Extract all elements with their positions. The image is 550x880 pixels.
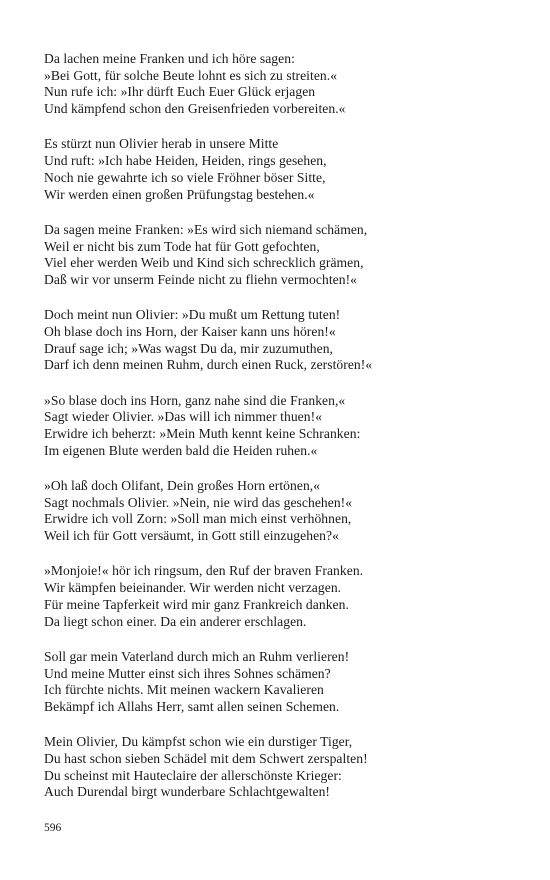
- poem-body: [44, 51, 514, 820]
- verse-line: Und kämpfend schon den Greisenfrieden vorbereiten.«: [44, 101, 346, 117]
- verse-line: Noch nie gewahrte ich so viele Fröhner böser Sitte,: [44, 169, 326, 185]
- verse-line: Erwidre ich voll Zorn: »Soll man mich einst verhöhnen,: [44, 511, 352, 527]
- verse-line: Da sagen meine Franken: »Es wird sich niemand schämen,: [44, 221, 368, 237]
- verse-line: Sagt wieder Olivier. »Das will ich nimmer thuen!«: [44, 409, 323, 425]
- verse-line: Sagt nochmals Olivier. »Nein, nie wird das geschehen!«: [44, 494, 353, 510]
- verse-line: Und ruft: »Ich habe Heiden, Heiden, rings gesehen,: [44, 153, 327, 169]
- stanza: [44, 649, 514, 716]
- verse-line: Es stürzt nun Olivier herab in unsere Mitte: [44, 136, 279, 152]
- verse-line: Soll gar mein Vaterland durch mich an Ruhm verlieren!: [44, 648, 350, 664]
- verse-line: Doch meint nun Olivier: »Du mußt um Rettung tuten!: [44, 307, 341, 323]
- verse-line: Oh blase doch ins Horn, der Kaiser kann uns hören!«: [44, 323, 336, 339]
- verse-line: Und meine Mutter einst sich ihres Sohnes schämen?: [44, 665, 331, 681]
- page-number: 596: [44, 822, 62, 834]
- verse-line: Da liegt schon einer. Da ein anderer erschlagen.: [44, 613, 307, 629]
- stanza: [44, 307, 514, 374]
- verse-line: Bekämpf ich Allahs Herr, samt allen seinen Schemen.: [44, 698, 340, 714]
- stanza: [44, 393, 514, 460]
- verse-line: Daß wir vor unserm Feinde nicht zu fliehn vermochten!«: [44, 271, 357, 287]
- verse-line: Mein Olivier, Du kämpfst schon wie ein durstiger Tiger,: [44, 734, 353, 750]
- verse-line: Du hast schon sieben Schädel mit dem Schwert zerspalten!: [44, 750, 368, 766]
- verse-line: Wir kämpfen beieinander. Wir werden nicht verzagen.: [44, 580, 342, 596]
- stanza: [44, 478, 514, 545]
- verse-line: Wir werden einen großen Prüfungstag bestehen.«: [44, 186, 315, 202]
- verse-line: Weil ich für Gott versäumt, in Gott still einzugehen?«: [44, 528, 339, 544]
- verse-line: Ich fürchte nichts. Mit meinen wackern Kavalieren: [44, 682, 324, 698]
- stanza: [44, 734, 514, 801]
- stanza: [44, 563, 514, 630]
- verse-line: Drauf sage ich; »Was wagst Du da, mir zuzumuthen,: [44, 340, 334, 356]
- verse-line: Du scheinst mit Hauteclaire der allerschönste Krieger:: [44, 767, 342, 783]
- verse-line: Im eigenen Blute werden bald die Heiden ruhen.«: [44, 442, 318, 458]
- stanza: [44, 136, 514, 203]
- verse-line: Viel eher werden Weib und Kind sich schrecklich grämen,: [44, 255, 364, 271]
- verse-line: »Oh laß doch Olifant, Dein großes Horn ertönen,«: [44, 478, 321, 494]
- verse-line: »So blase doch ins Horn, ganz nahe sind die Franken,«: [44, 392, 346, 408]
- verse-line: Da lachen meine Franken und ich höre sagen:: [44, 51, 295, 66]
- verse-line: Nun rufe ich: »Ihr dürft Euch Euer Glück erjagen: [44, 84, 316, 100]
- stanza: [44, 51, 514, 118]
- verse-line: Für meine Tapferkeit wird mir ganz Frankreich danken.: [44, 596, 349, 612]
- verse-line: »Monjoie!« hör ich ringsum, den Ruf der braven Franken.: [44, 563, 364, 579]
- verse-line: Auch Durendal birgt wunderbare Schlachtgewalten!: [44, 784, 331, 800]
- verse-line: Darf ich denn meinen Ruhm, durch einen Ruck, zerstören!«: [44, 357, 373, 373]
- verse-line: Weil er nicht bis zum Tode hat für Gott gefochten,: [44, 238, 320, 254]
- verse-line: »Bei Gott, für solche Beute lohnt es sich zu streiten.«: [44, 67, 338, 83]
- verse-line: Erwidre ich beherzt: »Mein Muth kennt keine Schranken:: [44, 426, 361, 442]
- stanza: [44, 222, 514, 289]
